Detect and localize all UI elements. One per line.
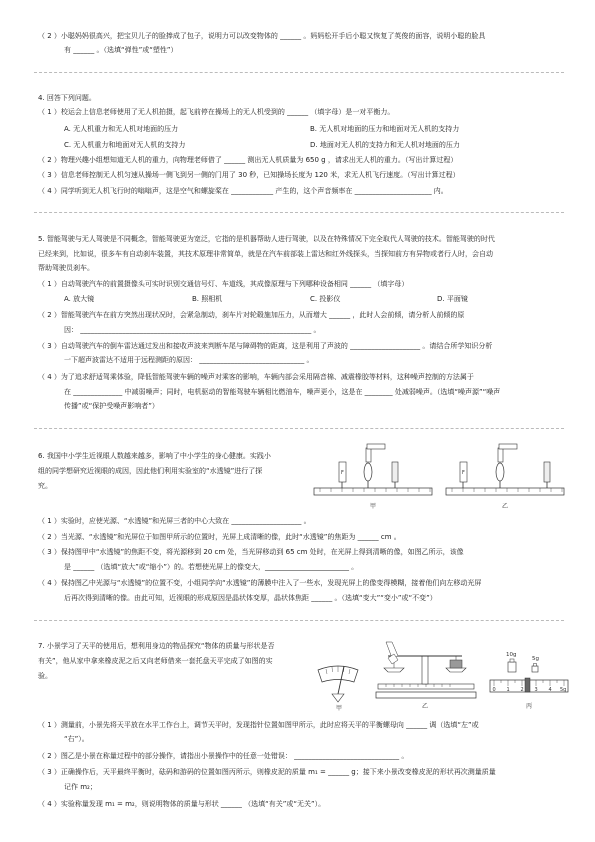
- q7-intro-line1: 7. 小景学习了天平的使用后，想利用身边的物品探究“物体的质量与形状是否: [38, 642, 275, 650]
- q6-part3-line2: 是 ______ （选填“放大”或“缩小”）的。若想使光屏上的像变大，________________________ 。: [64, 563, 359, 571]
- scale-tick-4: 4: [548, 687, 552, 693]
- weight-label-5g: 5g: [532, 656, 539, 662]
- figure-label-jia: 甲: [370, 503, 377, 510]
- q5-option-b: B. 照相机: [192, 295, 223, 303]
- svg-text:F: F: [462, 470, 465, 476]
- divider: [34, 212, 564, 213]
- scale-tick-3: 3: [534, 687, 538, 693]
- divider: [34, 428, 564, 429]
- q5-intro-line1: 5. 智能驾驶与无人驾驶是不同概念，智能驾驶更为宽泛，它指的是机器帮助人进行驾驶，以及在特殊情况下完全取代人驾驶的技术。智能驾驶的时代: [38, 235, 495, 243]
- q5-part2-line2: 因： __________________________________________________________________ 。: [64, 326, 321, 334]
- weights-bing: [490, 652, 568, 710]
- q6-part3-line1: （ 3 ）保持图甲中“水透镜”的焦距不变，将光源移到 20 cm 处，当光屏移动到 65 cm 处时，在光屏上得到清晰的像，如图乙所示，该像: [38, 548, 464, 556]
- figure-label-yi: 乙: [502, 503, 509, 510]
- figure-label-bing: 丙: [526, 703, 533, 710]
- q4-option-d: D. 地面对无人机的支持力和无人机对地面的压力: [310, 141, 460, 149]
- optical-bench-figure: [312, 440, 570, 512]
- scale-tick-5: 5g: [560, 687, 567, 693]
- bench-yi: [446, 444, 564, 510]
- q6-intro-line3: 究。: [38, 482, 52, 490]
- pointer-scale-jia: [318, 666, 358, 712]
- q5-part3-line1: （ 3 ）自动驾驶汽车的倒车雷达通过发出和接收声波来判断车尾与障碍物的距离，这是利用了声波的 ____________________ 。请结合所学知识分析: [38, 342, 493, 350]
- q5-intro-line2: 已经来到，比如说，很多车有自动刹车装置，其技术原理非常简单，就是在汽车前部装上雷达和红外线探头，当探知前方有异物或者行人时，会自动: [38, 250, 493, 258]
- q5-part4-line2: 在 ______________ 中减弱噪声；同时，电机驱动的智能驾驶车辆相比燃油车，噪声更小，这是在 ________ 处减弱噪声。（选填“噪声源”“噪声: [64, 388, 501, 396]
- scale-tick-1: 1: [506, 687, 510, 693]
- figure-label-yi: 乙: [422, 703, 429, 710]
- q4-option-a: A. 无人机重力和无人机对地面的压力: [64, 125, 179, 133]
- q6-part2: （ 2 ）当光源、“水透镜”和光屏位于如图甲所示的位置时，光屏上成清晰的像，此时“水透镜”的焦距为 ______ cm 。: [38, 533, 401, 541]
- q7-part2: （ 2 ）图乙是小景在称量过程中的部分操作，请指出小景操作中的任意一处错误： ______________________________ 。: [38, 752, 409, 760]
- q5-option-d: D. 平面镜: [437, 295, 468, 303]
- q6-part1: （ 1 ）实验时，应使光源、“水透镜”和光屏三者的中心大致在 ____________________ 。: [38, 517, 311, 525]
- q7-intro-line2: 有关”，他从家中拿来橡皮泥之后又向老师借来一套托盘天平完成了如图的实: [38, 657, 273, 665]
- q4-part4: （ 4 ）同学听到无人机飞行时的嗡嗡声，这是空气和螺旋桨在 ____________ 产生的，这个声音频率在 ______________________ 内。: [38, 187, 448, 195]
- divider: [34, 620, 564, 621]
- q7-part3-line2: 记作 m₂；: [64, 783, 97, 791]
- weight-label-10g: 10g: [506, 652, 517, 658]
- q5-option-a: A. 放大镜: [64, 295, 95, 303]
- q4-option-c: C. 无人机重力和地面对无人机的支持力: [64, 141, 186, 149]
- q5-part4-line3: 传播”或“保护受噪声影响者”）: [64, 402, 159, 410]
- q7-part4: （ 4 ）实验称量发现 m₁ = m₂，则说明物体的质量与形状 ______ （选填“有关”或“无关”）。: [38, 800, 326, 808]
- scale-tick-2: 2: [520, 687, 524, 693]
- bench-jia: [314, 444, 432, 510]
- q3-part2-line2: 有 ______ 。（选填“弹性”或“塑性”）: [64, 46, 178, 54]
- scale-tick-0: 0: [492, 687, 496, 693]
- q7-part1-line2: “右”）。: [64, 735, 89, 743]
- q4-option-b: B. 无人机对地面的压力和地面对无人机的支持力: [310, 125, 460, 133]
- q3-part2-line1: （ 2 ）小聪妈妈很高兴，把宝贝儿子的脸捧成了包子，说明力可以改变物体的 ______ 。妈妈松开手后小聪又恢复了英俊的面容，说明小聪的脸具: [38, 32, 486, 40]
- q5-intro-line3: 帮助驾驶员刹车。: [38, 264, 94, 272]
- balance-yi: [376, 642, 476, 710]
- q6-part4-line2: 后再次得到清晰的像。由此可知，近视眼的形成原因是晶状体变厚，晶状体焦距 ______ 。（选填“变大”“变小”或“不变”）: [64, 594, 437, 602]
- balance-figure: [314, 632, 570, 712]
- q5-part4-line1: （ 4 ）为了追求舒适驾乘体验，降低智能驾驶车辆的噪声对乘客的影响，车辆内部会采用隔音棉、减震橡胶等材料，这种噪声控制的方法属于: [38, 373, 474, 381]
- svg-text:F: F: [341, 470, 344, 476]
- q6-part4-line1: （ 4 ）保持图乙中光源与“水透镜”的位置不变，小组同学向“水透镜”的薄膜中注入了一些水，发现光屏上的像变得模糊，接着他们向左移动光屏: [38, 579, 482, 587]
- q7-part1-line1: （ 1 ）测量前，小景先将天平放在水平工作台上，调节天平时，发现指针位置如图甲所示，此时应将天平的平衡螺母向 ______ 调（选填“左”或: [38, 721, 479, 729]
- divider: [34, 72, 564, 73]
- q5-option-c: C. 投影仪: [310, 295, 341, 303]
- q4-title: 4. 回答下列问题。: [38, 94, 96, 102]
- q6-intro-line1: 6. 我国中小学生近视眼人数越来越多，影响了中小学生的身心健康。实践小: [38, 452, 271, 460]
- q5-part2-line1: （ 2 ）智能驾驶汽车在前方突然出现状况时，会紧急制动，刹车片对轮毂施加压力，从而增大 ______ ，此时人会前倾，请分析人前倾的原: [38, 311, 465, 319]
- q4-part3: （ 3 ）信息老师控制无人机匀速从操场一侧飞到另一侧的门用了 30 秒，已知操场长度为 120 米，求无人机飞行速度。（写出计算过程）: [38, 171, 460, 179]
- q4-part1: （ 1 ）校运会上信息老师使用了无人机拍摄，起飞前停在操场上的无人机受到的 ______ （填字母）是一对平衡力。: [38, 108, 395, 116]
- q5-part1: （ 1 ）自动驾驶汽车的前置摄像头可实时识别交通信号灯、车道线，其成像原理与下列哪种设备相同 ______ （填字母）: [38, 280, 409, 288]
- q7-part3-line1: （ 3 ）正确操作后，天平最终平衡时，砝码和游码的位置如图丙所示，则橡皮泥的质量 m₁ = ______ g；接下来小景改变橡皮泥的形状再次测量质量: [38, 768, 496, 776]
- q6-intro-line2: 组的同学想研究近视眼的成因，因此他们利用实验室的“水透镜”进行了探: [38, 467, 263, 475]
- figure-label-jia: 甲: [336, 705, 343, 712]
- q5-part3-line2: 一下超声波雷达不适用于远程测距的原因： ______________________________ 。: [64, 356, 314, 364]
- q7-intro-line3: 验。: [38, 672, 52, 680]
- q4-part2: （ 2 ）物理兴趣小组想知道无人机的重力，向物理老师借了 ______ 测出无人机质量为 650 g ，请求出无人机的重力。（写出计算过程）: [38, 156, 458, 164]
